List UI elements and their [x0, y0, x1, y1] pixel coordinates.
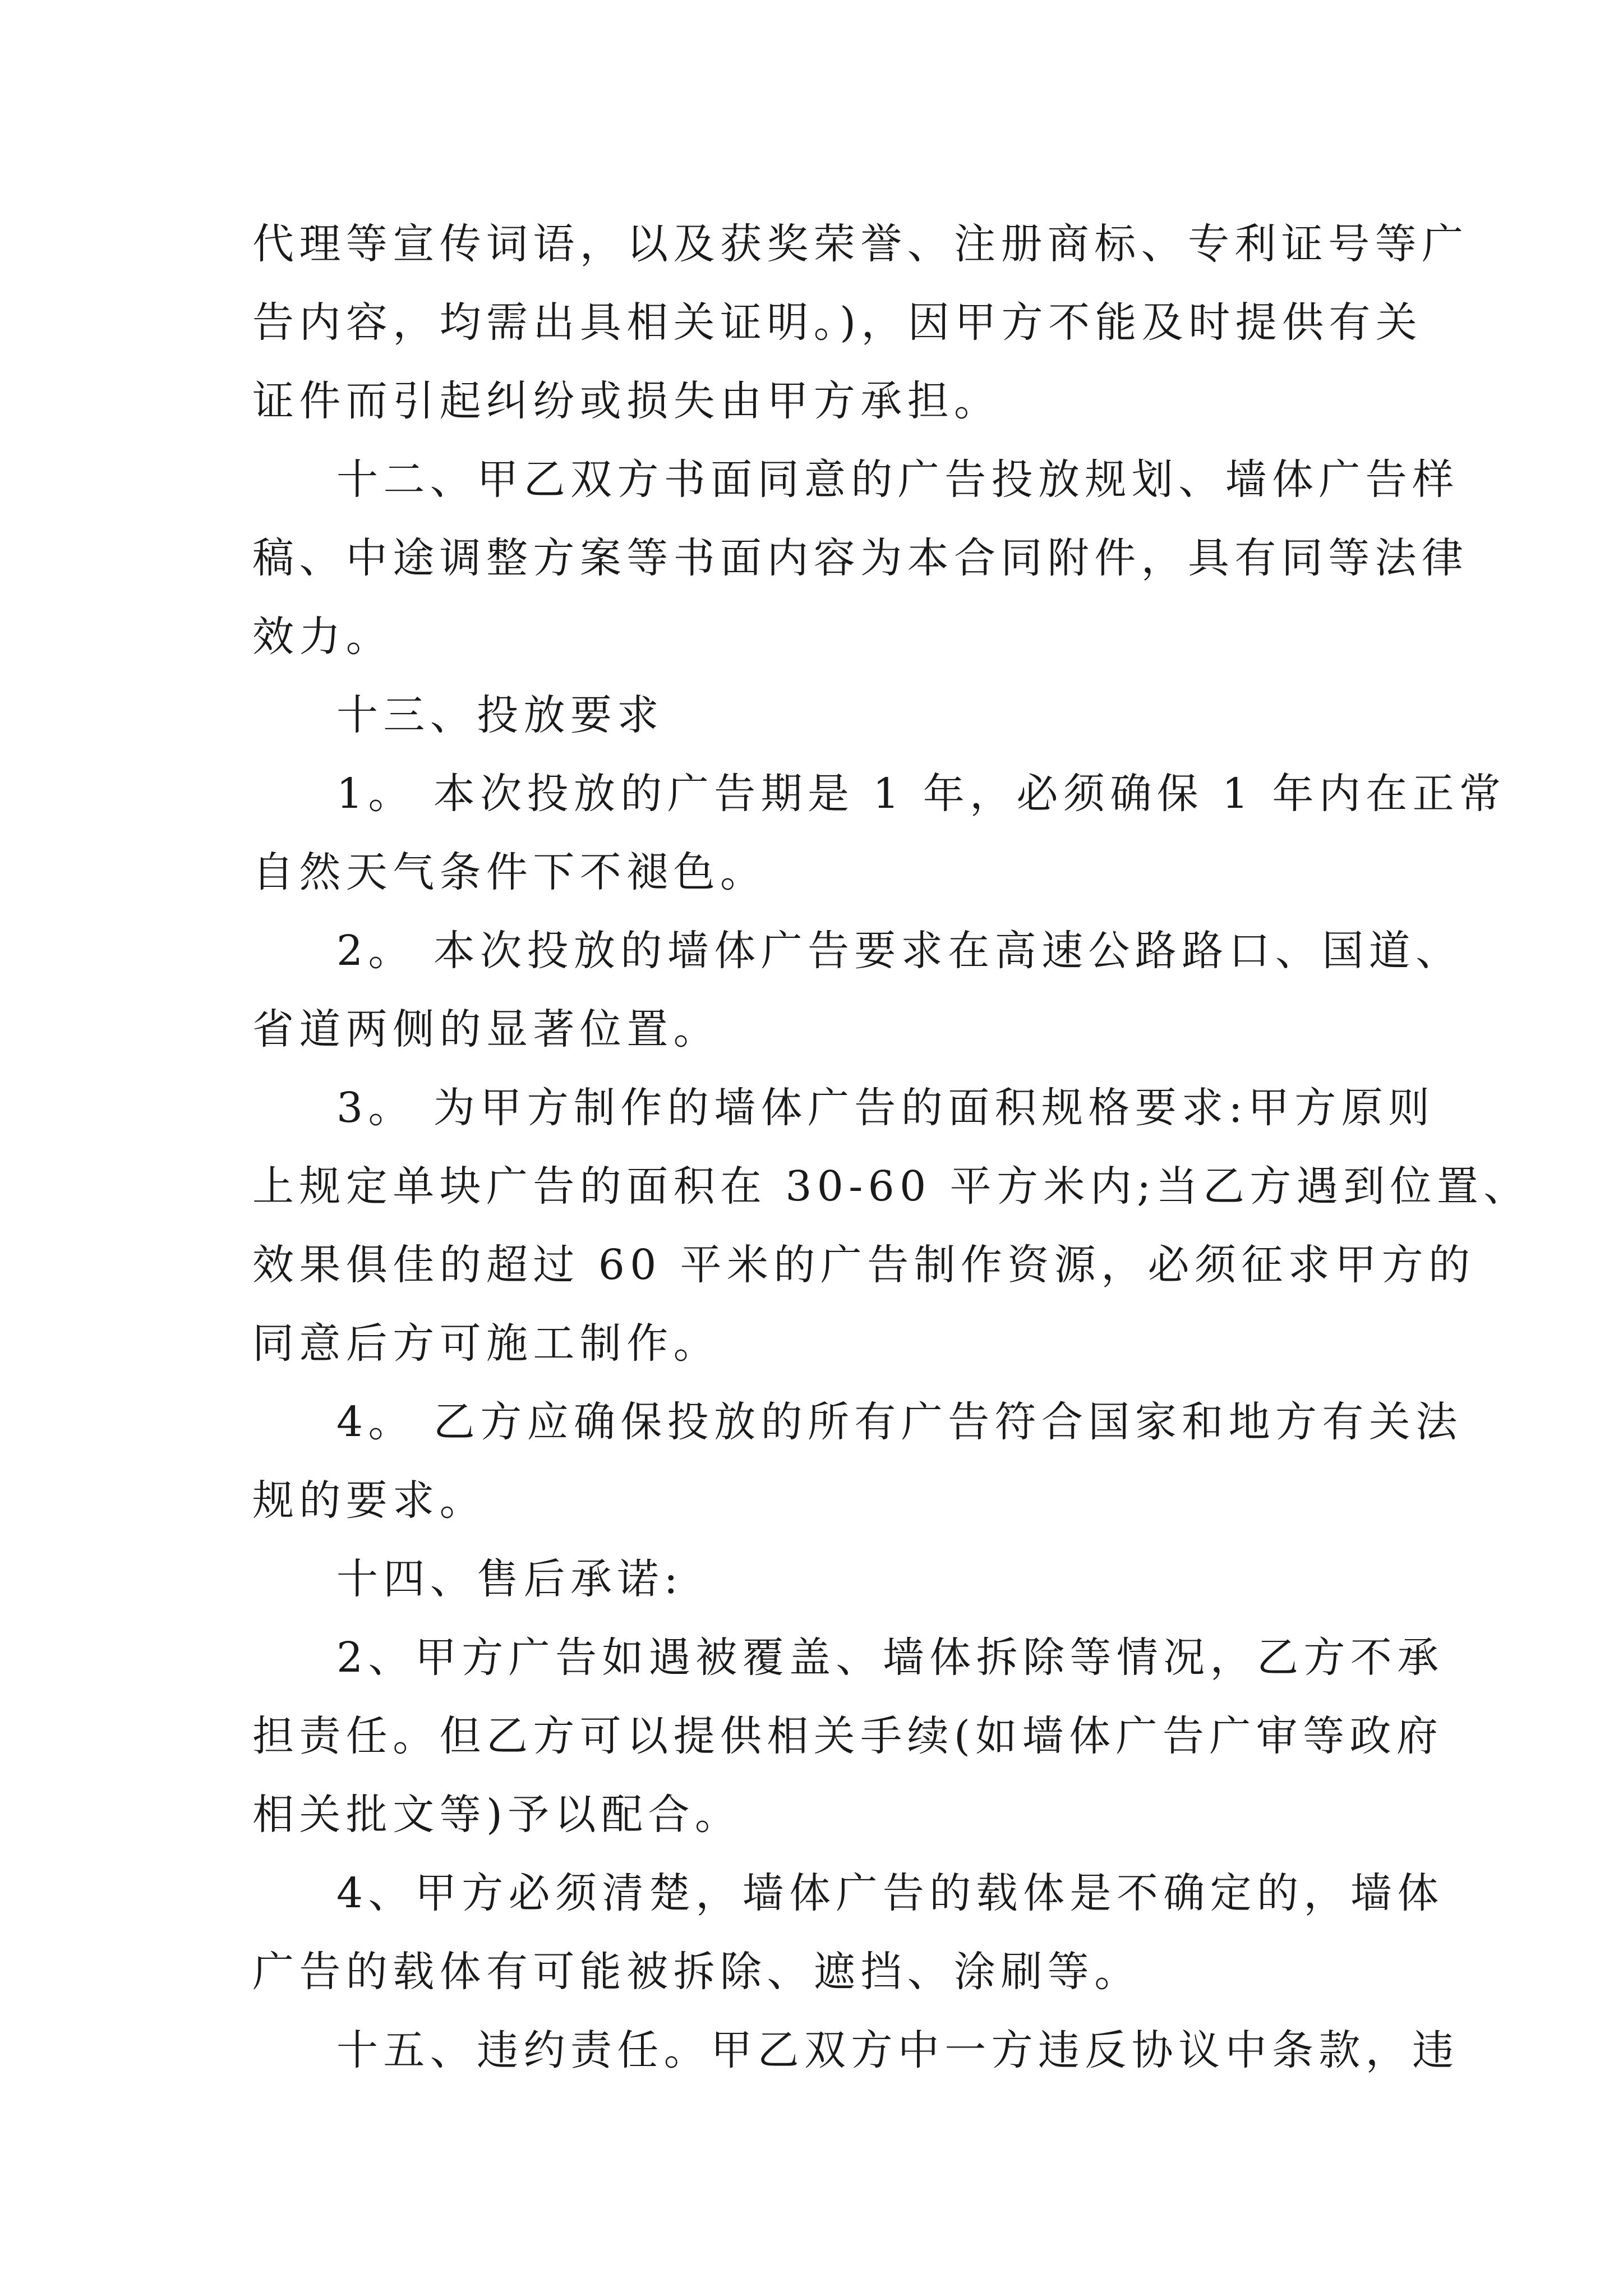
list-item-2b: 2、甲方广告如遇被覆盖、墙体拆除等情况，乙方不承: [336, 1634, 1444, 1682]
text-line: 担责任。但乙方可以提供相关手续(如墙体广告广审等政府: [252, 1712, 1444, 1760]
text-line: 省道两侧的显著位置。: [252, 1005, 720, 1053]
text-line: 自然天气条件下不褪色。: [252, 848, 767, 896]
list-item-3: 3。 为甲方制作的墙体广告的面积规格要求:甲方原则: [336, 1084, 1435, 1132]
text-line: 效力。: [252, 613, 393, 661]
list-item-4b: 4、甲方必须清楚，墙体广告的载体是不确定的，墙体: [336, 1869, 1444, 1917]
list-item-1: 1。 本次投放的广告期是 1 年，必须确保 1 年内在正常: [336, 770, 1506, 818]
text-line: 上规定单块广告的面积在 30-60 平方米内;当乙方遇到位置、: [252, 1162, 1530, 1211]
list-item-2: 2。 本次投放的墙体广告要求在高速公路路口、国道、: [336, 927, 1463, 975]
text-line: 广告的载体有可能被拆除、遮挡、涂刷等。: [252, 1948, 1141, 1996]
clause-heading-12: 十二、甲乙双方书面同意的广告投放规划、墙体广告样: [336, 455, 1459, 504]
text-line: 证件而引起纠纷或损失由甲方承担。: [252, 377, 1001, 425]
text-line: 稿、中途调整方案等书面内容为本合同附件，具有同等法律: [252, 534, 1469, 582]
text-line: 同意后方可施工制作。: [252, 1319, 720, 1368]
text-line: 规的要求。: [252, 1476, 486, 1525]
clause-heading-14: 十四、售后承诺:: [336, 1555, 684, 1603]
clause-heading-15: 十五、违约责任。甲乙双方中一方违反协议中条款，违: [336, 2026, 1459, 2074]
text-line: 告内容，均需出具相关证明。)，因甲方不能及时提供有关: [252, 298, 1423, 347]
clause-heading-13: 十三、投放要求: [336, 691, 664, 739]
text-line: 效果俱佳的超过 60 平米的广告制作资源，必须征求甲方的: [252, 1241, 1476, 1289]
text-line: 代理等宣传词语，以及获奖荣誉、注册商标、专利证号等广: [252, 220, 1469, 268]
list-item-4: 4。 乙方应确保投放的所有广告符合国家和地方有关法: [336, 1398, 1463, 1446]
text-line: 相关批文等)予以配合。: [252, 1791, 742, 1839]
